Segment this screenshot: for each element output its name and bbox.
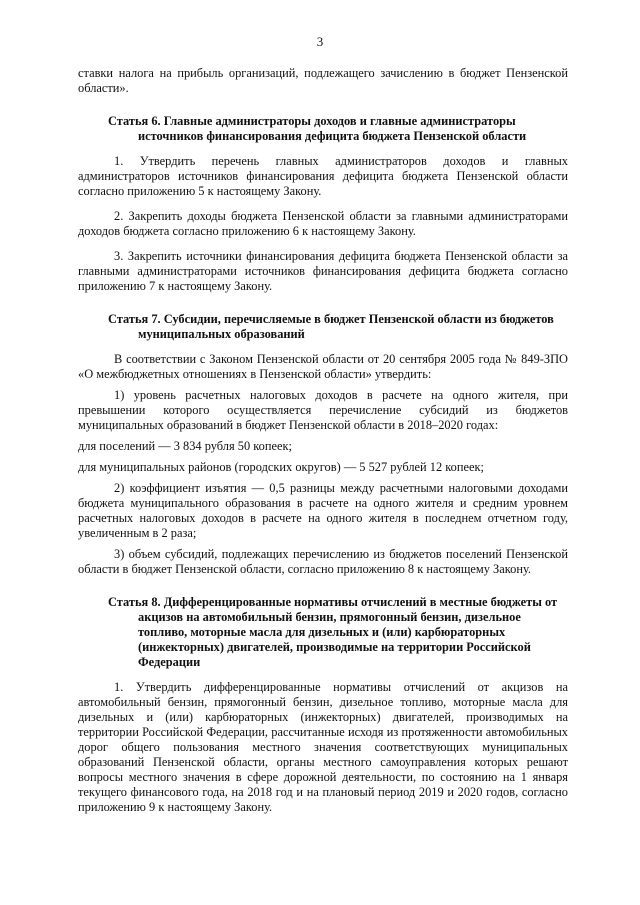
article-6-item-1: 1. Утвердить перечень главных администраторов доходов и главных администраторов источников финансирования дефицита бюджета Пензенской области согласно приложению 5 к настоящему Закону. — [78, 154, 568, 198]
article-7-item-1-districts: для муниципальных районов (городских округов) — 5 527 рублей 12 копеек; — [78, 460, 484, 474]
article-7-item-1-settlements: для поселений — 3 834 рубля 50 копеек; — [78, 439, 292, 453]
page-number: 3 — [316, 34, 324, 49]
article-8-item-1: 1. Утвердить дифференцированные нормативы отчислений от акцизов на автомобильный бензин, прямогонный бензин, дизельное топливо, моторные масла для дизельных и (или) карбюраторных (инжекторных) двигателей, производимых на территории Российской Федерации, рассчитанные исходя из протяженности автомобильных дорог общего пользования местного значения соответствующих муниципальных образований Пензенской области, органы местного самоуправления которых решают вопросы местного значения в сфере дорожной деятельности, по состоянию на 1 января текущего финансового года, на 2018 год и на плановый период 2019 и 2020 годов, согласно приложению 9 к настоящему Закону. — [78, 680, 568, 814]
article-6-item-3: 3. Закрепить источники финансирования дефицита бюджета Пензенской области за главными администраторами источников финансирования дефицита бюджета согласно приложению 7 к настоящему Закону. — [78, 249, 568, 293]
article-7-item-2: 2) коэффициент изъятия — 0,5 разницы между расчетными налоговыми доходами бюджета муниципального образования в расчете на одного жителя и средним уровнем расчетных налоговых доходов в расчете на одного жителя в последнем отчетном году, увеличенным в 2 раза; — [78, 481, 568, 540]
intro-paragraph: ставки налога на прибыль организаций, подлежащего зачислению в бюджет Пензенской области». — [78, 66, 568, 95]
article-7-heading: Статья 7. Субсидии, перечисляемые в бюджет Пензенской области из бюджетов муниципальных образований — [108, 312, 554, 341]
article-7-intro: В соответствии с Законом Пензенской области от 20 сентября 2005 года № 849-ЗПО «О межбюджетных отношениях в Пензенской области» утвердить: — [78, 352, 568, 381]
document-body — [78, 66, 568, 815]
article-6-item-2: 2. Закрепить доходы бюджета Пензенской области за главными администраторами доходов бюджета согласно приложению 6 к настоящему Закону. — [78, 209, 568, 238]
article-7-item-3: 3) объем субсидий, подлежащих перечислению из бюджетов поселений Пензенской области в бюджет Пензенской области, согласно приложению 8 к настоящему Закону. — [78, 547, 568, 576]
article-6-heading: Статья 6. Главные администраторы доходов и главные администраторы источников финансирования дефицита бюджета Пензенской области — [108, 114, 527, 143]
article-8-heading: Статья 8. Дифференцированные нормативы отчислений в местные бюджеты от акцизов на автомобильный бензин, прямогонный бензин, дизельное топливо, моторные масла для дизельных и (или) карбюраторных (инжекторных) двигателей, производимые на территории Российской Федерации — [108, 595, 558, 669]
article-7-item-1: 1) уровень расчетных налоговых доходов в расчете на одного жителя, при превышении которого осуществляется перечисление субсидий из бюджетов муниципальных образований в бюджет Пензенской области в 2018–2020 годах: — [78, 388, 568, 432]
